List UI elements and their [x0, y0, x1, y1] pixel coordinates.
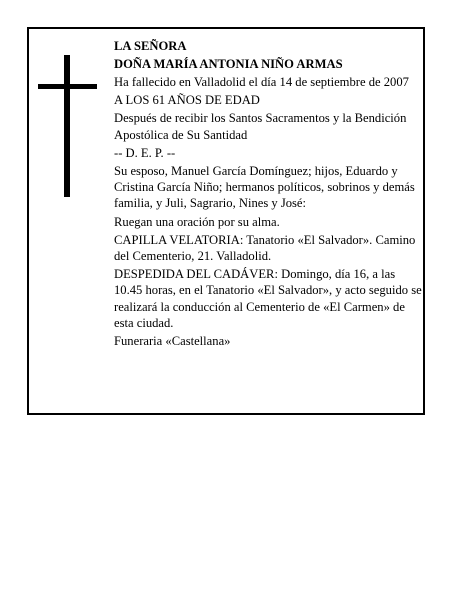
cross-icon-vertical-bar [64, 55, 70, 197]
prayer-line: Ruegan una oración por su alma. [114, 214, 280, 229]
notice-title: LA SEÑORA [114, 39, 187, 53]
funeral-home-line: Funeraria «Castellana» [114, 334, 231, 349]
chapel-line: CAPILLA VELATORIA: Tanatorio «El Salvador». Camino del Cementerio, 21. Valladolid. [114, 232, 416, 263]
farewell-line: DESPEDIDA DEL CADÁVER: Domingo, día 16, a las 10.45 horas, en el Tanatorio «El Salvador», y acto seguido se realizará la conducción al Cementerio de «El Carmen» de esta ciudad. [114, 267, 422, 330]
dep-line: -- D. E. P. -- [114, 145, 176, 160]
family-line: Su esposo, Manuel García Domínguez; hijos, Eduardo y Cristina García Niño; hermanos políticos, sobrinos y demás familia, y Juli, Sagrario, Nines y José: [114, 163, 415, 211]
obituary-text [114, 38, 422, 351]
death-info: Ha fallecido en Valladolid el día 14 de septiembre de 2007 [114, 75, 409, 90]
cross-icon-horizontal-bar [38, 84, 97, 89]
age-line: A LOS 61 AÑOS DE EDAD [114, 93, 260, 108]
sacraments-line: Después de recibir los Santos Sacramentos y la Bendición Apostólica de Su Santidad [114, 111, 407, 142]
deceased-name: DOÑA MARÍA ANTONIA NIÑO ARMAS [114, 57, 343, 72]
